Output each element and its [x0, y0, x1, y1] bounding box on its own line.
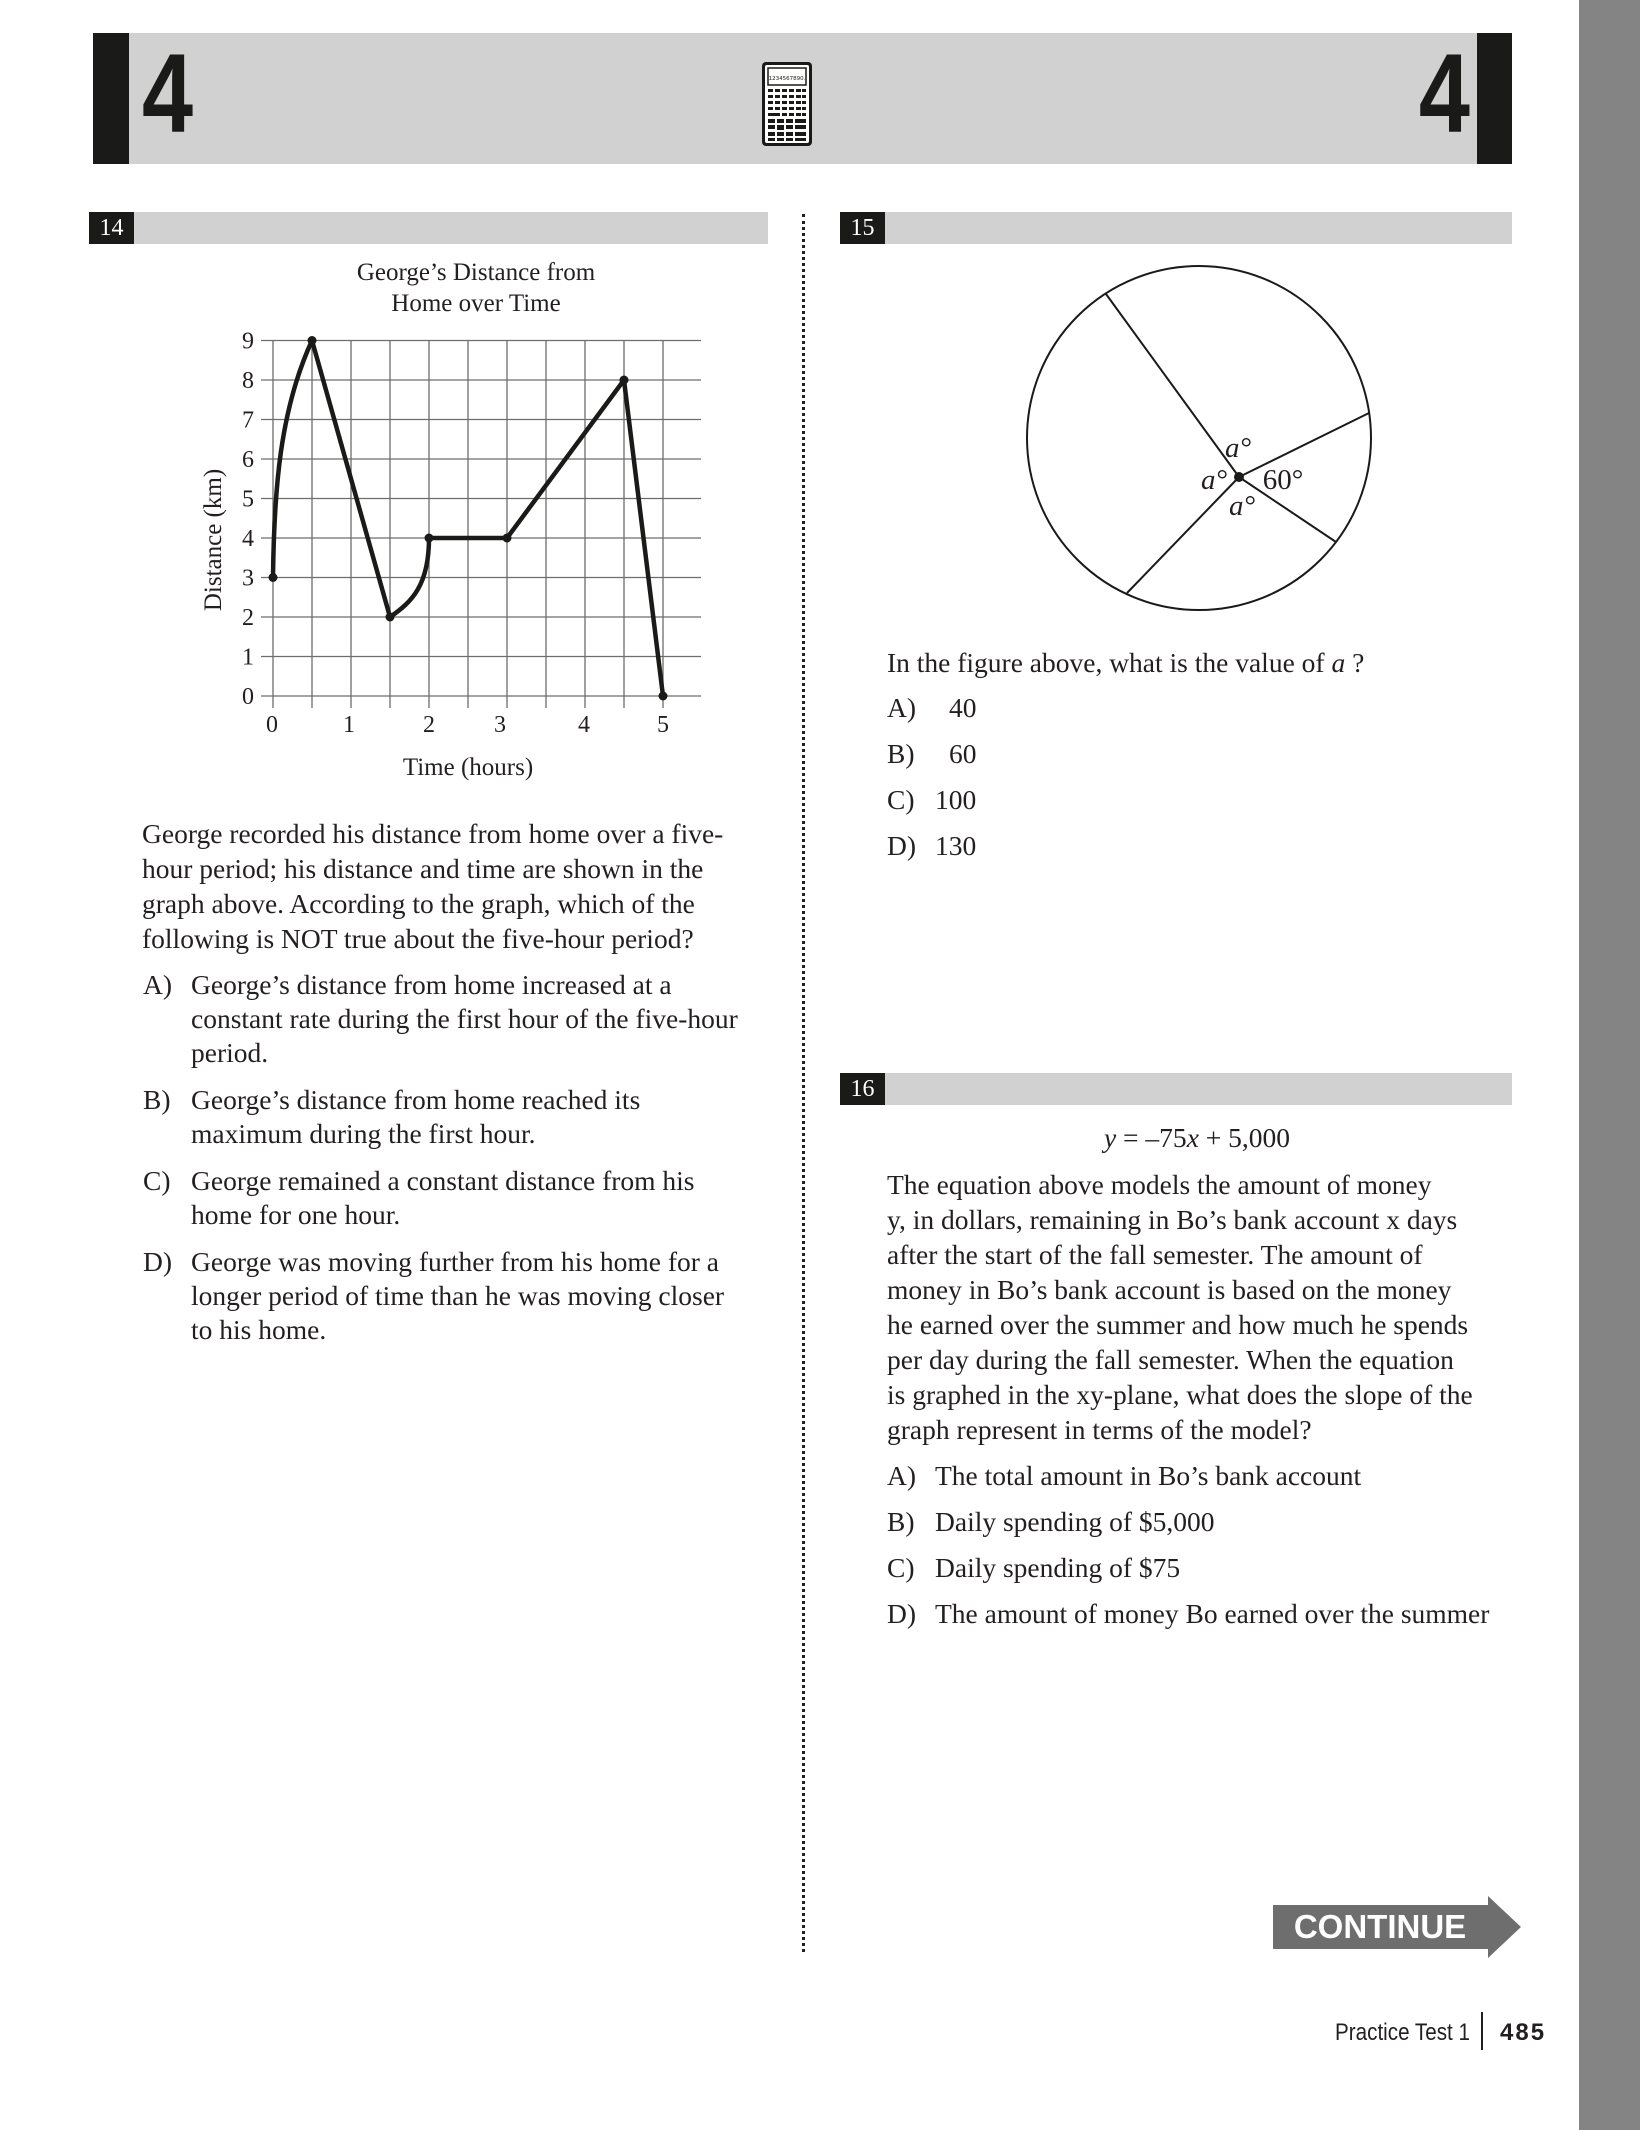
- section-number-left: 4: [142, 31, 194, 156]
- svg-text:2: 2: [423, 712, 435, 738]
- question-16-option-d[interactable]: [887, 1597, 1567, 1631]
- svg-text:5: 5: [242, 486, 254, 513]
- option-text: Daily spending of $75: [935, 1552, 1181, 1583]
- angle-label-left: a°: [1200, 464, 1228, 496]
- option-letter: B): [887, 1506, 915, 1537]
- footer-separator: [1481, 2012, 1483, 2050]
- option-text: The amount of money Bo earned over the summer: [935, 1598, 1490, 1629]
- stem-line: is graphed in the xy-plane, what does the slope of the: [887, 1379, 1473, 1410]
- option-letter: C): [887, 1552, 915, 1583]
- question-16-equation: y = –75x + 5,000: [1103, 1122, 1291, 1153]
- stem-line: following is NOT true about the five-hour period?: [142, 923, 694, 954]
- svg-text:9: 9: [242, 328, 254, 355]
- calculator-icon: [760, 60, 814, 148]
- question-16-stem: [887, 1167, 1527, 1447]
- calculator-display: 1234567890.: [768, 76, 806, 82]
- option-letter: C): [887, 784, 915, 815]
- angle-label-top: a°: [1224, 432, 1252, 464]
- option-text: 60: [949, 738, 977, 769]
- svg-text:1: 1: [343, 712, 355, 738]
- option-letter: A): [887, 692, 917, 723]
- option-letter: B): [887, 738, 915, 769]
- option-text: George’s distance from home reached its maximum during the first hour.: [191, 1084, 641, 1149]
- svg-text:5: 5: [657, 712, 669, 738]
- column-divider: [802, 214, 805, 1952]
- option-text: George remained a constant distance from his home for one hour.: [191, 1165, 695, 1230]
- svg-text:4: 4: [242, 526, 254, 552]
- svg-text:3: 3: [494, 712, 506, 738]
- question-16-option-b[interactable]: [887, 1505, 1547, 1539]
- question-14-bar: [89, 212, 768, 244]
- stem-line: y, in dollars, remaining in Bo’s bank account x days: [887, 1204, 1458, 1235]
- option-text: 100: [935, 784, 977, 815]
- continue-label: CONTINUE: [1293, 1908, 1467, 1945]
- option-text: George’s distance from home increased at a constant rate during the first hour of the five-hour period.: [191, 969, 738, 1068]
- option-letter: A): [143, 969, 173, 1000]
- svg-text:8: 8: [242, 368, 254, 394]
- option-letter: D): [887, 1598, 917, 1629]
- x-axis-label: Time (hours): [402, 754, 534, 781]
- question-16-number: 16: [840, 1073, 885, 1105]
- y-tick-labels: [242, 329, 254, 711]
- question-15-stem: In the figure above, what is the value of a ?: [887, 647, 1365, 678]
- question-15-number: 15: [840, 212, 885, 244]
- question-14-option-b[interactable]: [143, 1083, 783, 1153]
- option-letter: D): [887, 830, 917, 861]
- page-edge-strip: [1579, 0, 1640, 2130]
- stem-line: graph represent in terms of the model?: [887, 1414, 1312, 1445]
- question-14-option-d[interactable]: [143, 1245, 783, 1349]
- y-axis-label: Distance (km): [200, 468, 227, 612]
- option-letter: D): [143, 1246, 173, 1277]
- stem-line: after the start of the fall semester. The amount of: [887, 1239, 1423, 1270]
- option-letter: A): [887, 1460, 917, 1491]
- question-15-option-b[interactable]: [887, 737, 1187, 771]
- stem-line: George recorded his distance from home over a five-: [142, 818, 724, 849]
- question-14-stem: [142, 816, 782, 956]
- question-15-option-a[interactable]: [887, 691, 1187, 725]
- chart-title-line-1: George’s Distance from: [356, 259, 596, 286]
- option-text: 40: [949, 692, 977, 723]
- question-15-bar: [840, 212, 1512, 244]
- distance-time-chart: [180, 320, 740, 790]
- option-text: George was moving further from his home for a longer period of time than he was moving closer to his home.: [191, 1246, 725, 1345]
- stem-line: graph above. According to the graph, which of the: [142, 888, 695, 919]
- angle-label-60: 60°: [1262, 464, 1304, 496]
- question-16-option-c[interactable]: [887, 1551, 1547, 1585]
- x-tick-labels: [266, 712, 669, 738]
- stem-line: money in Bo’s bank account is based on the money: [887, 1274, 1452, 1305]
- stem-line: The equation above models the amount of money: [887, 1169, 1432, 1200]
- center-point: [1234, 472, 1244, 482]
- section-header-left-bar: [93, 33, 129, 164]
- svg-text:1: 1: [242, 644, 254, 671]
- option-text: The total amount in Bo’s bank account: [935, 1460, 1362, 1491]
- option-text: 130: [935, 830, 977, 861]
- stem-line: he earned over the summer and how much he spends: [887, 1309, 1469, 1340]
- option-letter: C): [143, 1165, 171, 1196]
- question-15-option-d[interactable]: [887, 829, 1187, 863]
- page-number: 485: [1500, 2019, 1547, 2046]
- question-16-bar: [840, 1073, 1512, 1105]
- stem-line: per day during the fall semester. When the equation: [887, 1344, 1454, 1375]
- chart-title-line-2: Home over Time: [391, 290, 561, 317]
- question-14-option-a[interactable]: [143, 968, 783, 1072]
- question-16-option-a[interactable]: [887, 1459, 1547, 1493]
- option-text: Daily spending of $5,000: [935, 1506, 1215, 1537]
- angle-label-bottom: a°: [1228, 490, 1256, 522]
- question-15-option-c[interactable]: [887, 783, 1187, 817]
- svg-text:0: 0: [242, 684, 254, 710]
- svg-text:2: 2: [242, 605, 254, 631]
- section-number-right: 4: [1418, 31, 1470, 156]
- footer-title: Practice Test 1: [1335, 2019, 1470, 2046]
- option-letter: B): [143, 1084, 171, 1115]
- svg-text:0: 0: [266, 712, 278, 738]
- circle-figure: [1010, 255, 1390, 625]
- question-14-option-c[interactable]: [143, 1164, 783, 1234]
- section-header-right-bar: [1477, 33, 1512, 164]
- svg-text:7: 7: [242, 407, 254, 434]
- question-14-number: 14: [89, 212, 134, 244]
- stem-line: hour period; his distance and time are shown in the: [142, 853, 704, 884]
- svg-text:4: 4: [578, 712, 590, 738]
- chart-title: [276, 257, 676, 319]
- svg-text:6: 6: [242, 447, 254, 473]
- svg-text:3: 3: [242, 565, 254, 592]
